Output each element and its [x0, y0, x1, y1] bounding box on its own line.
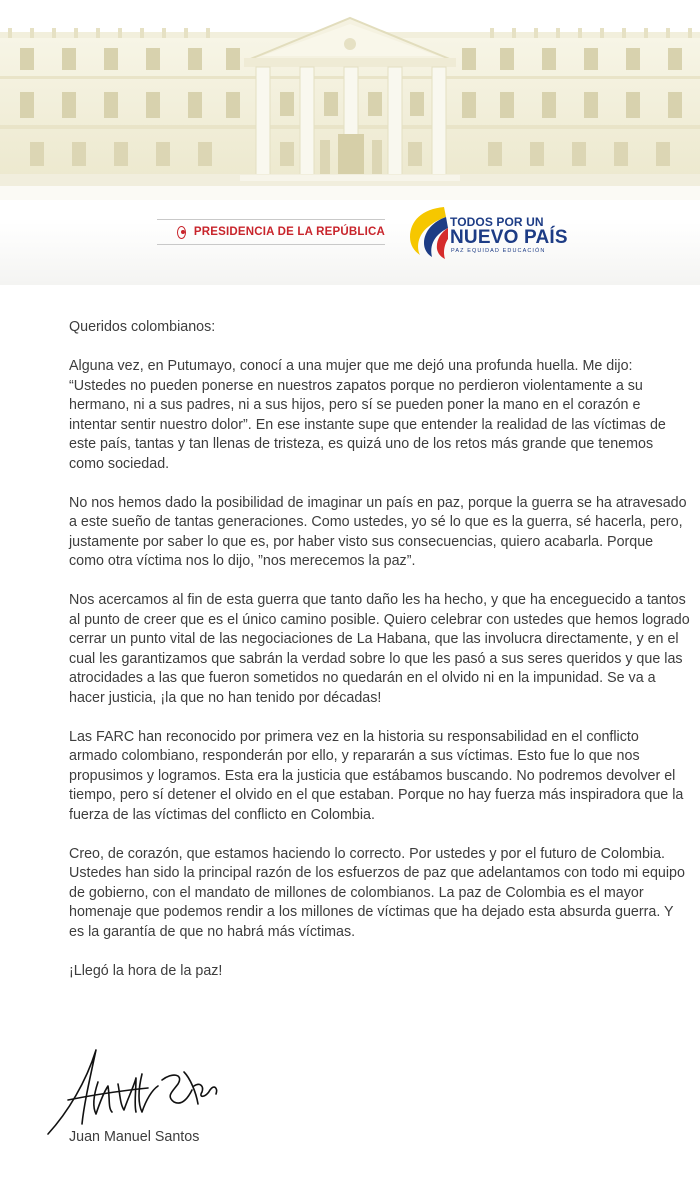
paragraph-4: Las FARC han reconocido por primera vez en la historia su responsabilidad en el conflicto armado colombiano, responderán por ello, y repararán a sus víctimas. Esto fue lo que nos propusimos y logramos. Esta era la justicia que estábamos buscando. No podremos devolver el tiempo, pero sí detener el olvido en el que estaban. Porque no hay fuerza más inspiradora que la fuerza de las víctimas del conflicto en Colombia.: [69, 728, 684, 823]
paragraph-2: No nos hemos dado la posibilidad de imaginar un país en paz, porque la guerra se ha atravesado a este sueño de tantas generaciones. Como ustedes, yo sé lo que es la guerra, sé hacerla, pero, justamente por saber lo que es, por haber visto sus consecuencias, quiero acabarla. Porque como otra víctima nos lo dijo, ”nos merecemos la paz”.: [69, 494, 687, 569]
presidential-seal-icon: [177, 226, 186, 239]
todos-tagline: PAZ EQUIDAD EDUCACIÓN: [451, 248, 546, 254]
letter-body: [69, 318, 691, 1001]
presidencia-label: PRESIDENCIA DE LA REPÚBLICA: [193, 226, 385, 238]
closing: ¡Llegó la hora de la paz!: [69, 962, 223, 979]
todos-por-un-nuevo-pais-logo: [404, 201, 568, 261]
paragraph-5: Creo, de corazón, que estamos haciendo lo correcto. Por ustedes y por el futuro de Colombia. Ustedes han sido la principal razón de los esfuerzos de paz que adelantamos con todo mi equipo de gobierno, con el mandato de millones de colombianos. La paz de Colombia es el mayor homenaje que podemos rendir a los millones de víctimas que ha dejado esta absurda guerra. Y es la garantía de que no habrá más víctimas.: [69, 845, 685, 940]
todos-line1: TODOS POR UN: [450, 215, 544, 229]
greeting: Queridos colombianos:: [69, 319, 216, 335]
signer-name: Juan Manuel Santos: [69, 1129, 200, 1145]
todos-line2: NUEVO PAÍS: [450, 227, 568, 248]
letterhead: [0, 0, 700, 285]
presidencia-logo: [157, 219, 385, 245]
paragraph-3: Nos acercamos al fin de esta guerra que tanto daño les ha hecho, y que ha enceguecido a tantos al punto de creer que es el único camino posible. Quiero celebrar con ustedes que hemos logrado cerrar un punto vital de las negociaciones de La Habana, que las involucra directamente, y en el cual les garantizamos que sabrán la verdad sobre lo que les pasó a sus seres queridos y que las atrocidades a las que fueron sometidos no quedarán en el olvido ni en la impunidad. Se va a hacer justicia, ¡la que no han tenido por décadas!: [69, 592, 690, 706]
paragraph-1: Alguna vez, en Putumayo, conocí a una mujer que me dejó una profunda huella. Me dijo: “Ustedes no pueden ponerse en nuestros zapatos porque no perdieron violentamente a su hermano, ni a sus padres, ni a sus hijos, pero sí se pueden poner la mano en el corazón e intentar sentir nuestro dolor”. En ese instante supe que entender la realidad de las víctimas de este país, tantas y tan llenas de tristeza, es quizá uno de los retos más grande que tenemos como sociedad.: [69, 358, 666, 472]
casa-de-narino-illustration: [0, 0, 700, 200]
colombia-flag-swoosh-icon: [404, 201, 450, 261]
handwritten-signature: [38, 1042, 238, 1137]
